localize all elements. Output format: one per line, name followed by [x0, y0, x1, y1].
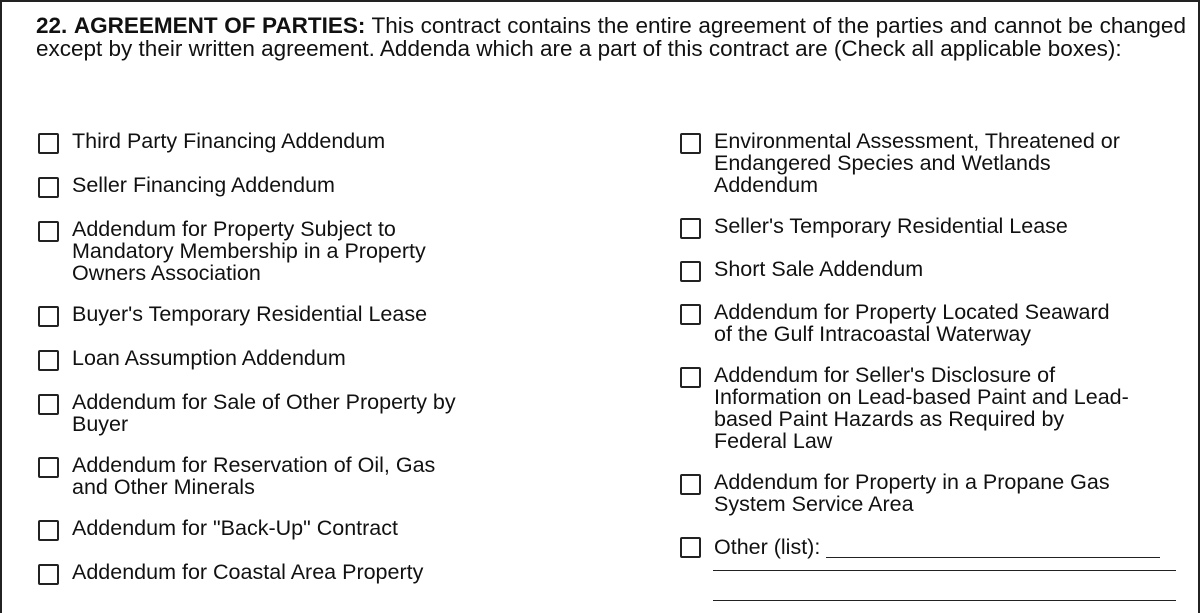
checkbox[interactable]	[680, 218, 701, 239]
addendum-item-buyers-temporary-lease[interactable]	[38, 303, 598, 327]
addendum-item-sale-of-other-property[interactable]	[38, 391, 598, 435]
addendum-label: Seller's Temporary Residential Lease	[714, 214, 1068, 238]
addendum-item-oil-gas-minerals[interactable]	[38, 454, 598, 498]
addendum-label: Loan Assumption Addendum	[72, 346, 346, 370]
checkbox[interactable]	[38, 221, 59, 242]
addenda-left-column	[38, 130, 598, 605]
checkbox[interactable]	[680, 474, 701, 495]
checkbox[interactable]	[680, 133, 701, 154]
checkbox[interactable]	[680, 367, 701, 388]
addendum-label: Environmental Assessment, Threatened or Endangered Species and Wetlands Addendum	[714, 129, 1120, 197]
addendum-label: Addendum for "Back-Up" Contract	[72, 516, 398, 540]
addendum-item-environmental-assessment[interactable]	[680, 130, 1180, 196]
addendum-item-seller-financing[interactable]	[38, 174, 598, 198]
checkbox[interactable]	[680, 304, 701, 325]
addendum-label: Addendum for Property Subject to Mandatory Membership in a Property Owners Association	[72, 217, 426, 285]
other-label: Other (list):	[714, 535, 821, 559]
checkbox[interactable]	[38, 306, 59, 327]
checkbox[interactable]	[680, 537, 701, 558]
addendum-item-lead-based-paint[interactable]	[680, 364, 1180, 452]
addendum-item-other[interactable]	[680, 534, 1180, 558]
addendum-item-gulf-intracoastal-waterway[interactable]	[680, 301, 1180, 345]
checkbox[interactable]	[38, 520, 59, 541]
section-number: 22.	[36, 13, 68, 38]
checkbox[interactable]	[680, 261, 701, 282]
addendum-item-loan-assumption[interactable]	[38, 347, 598, 371]
addendum-item-coastal-area-property[interactable]	[38, 561, 598, 585]
checkbox[interactable]	[38, 394, 59, 415]
checkbox[interactable]	[38, 564, 59, 585]
checkbox[interactable]	[38, 177, 59, 198]
addendum-label: Addendum for Coastal Area Property	[72, 560, 424, 584]
addendum-label: Buyer's Temporary Residential Lease	[72, 302, 428, 326]
addendum-label: Seller Financing Addendum	[72, 173, 335, 197]
addendum-item-owners-association[interactable]	[38, 218, 598, 284]
addendum-label: Short Sale Addendum	[714, 257, 924, 281]
addendum-item-back-up-contract[interactable]	[38, 517, 598, 541]
addenda-right-column	[680, 130, 1180, 577]
addendum-item-third-party-financing[interactable]	[38, 130, 598, 154]
checkbox[interactable]	[38, 133, 59, 154]
addendum-label: Addendum for Property Located Seaward of the Gulf Intracoastal Waterway	[714, 300, 1110, 346]
other-input-line-2[interactable]	[713, 570, 1176, 571]
section-heading: AGREEMENT OF PARTIES:	[73, 13, 366, 38]
other-input-line-3[interactable]	[713, 600, 1176, 601]
addendum-item-short-sale[interactable]	[680, 258, 1180, 282]
addendum-label: Addendum for Property in a Propane Gas System Service Area	[714, 470, 1110, 516]
other-input-line-1[interactable]	[826, 537, 1160, 558]
addendum-item-sellers-temporary-lease[interactable]	[680, 215, 1180, 239]
checkbox[interactable]	[38, 457, 59, 478]
checkbox[interactable]	[38, 350, 59, 371]
addendum-label: Third Party Financing Addendum	[72, 129, 386, 153]
addendum-item-propane-gas-service-area[interactable]	[680, 471, 1180, 515]
addendum-label: Addendum for Reservation of Oil, Gas and Other Minerals	[72, 453, 436, 499]
section-body: This contract contains the entire agreement of the parties and cannot be changed except by their written agreement. Addenda which are a part of this contract are (Check all applicable boxes):	[36, 13, 1186, 61]
addendum-label: Addendum for Seller's Disclosure of Information on Lead-based Paint and Lead- based Paint Hazards as Required by Federal Law	[714, 363, 1129, 453]
agreement-of-parties-paragraph	[36, 14, 1186, 60]
addendum-label: Addendum for Sale of Other Property by Buyer	[72, 390, 456, 436]
